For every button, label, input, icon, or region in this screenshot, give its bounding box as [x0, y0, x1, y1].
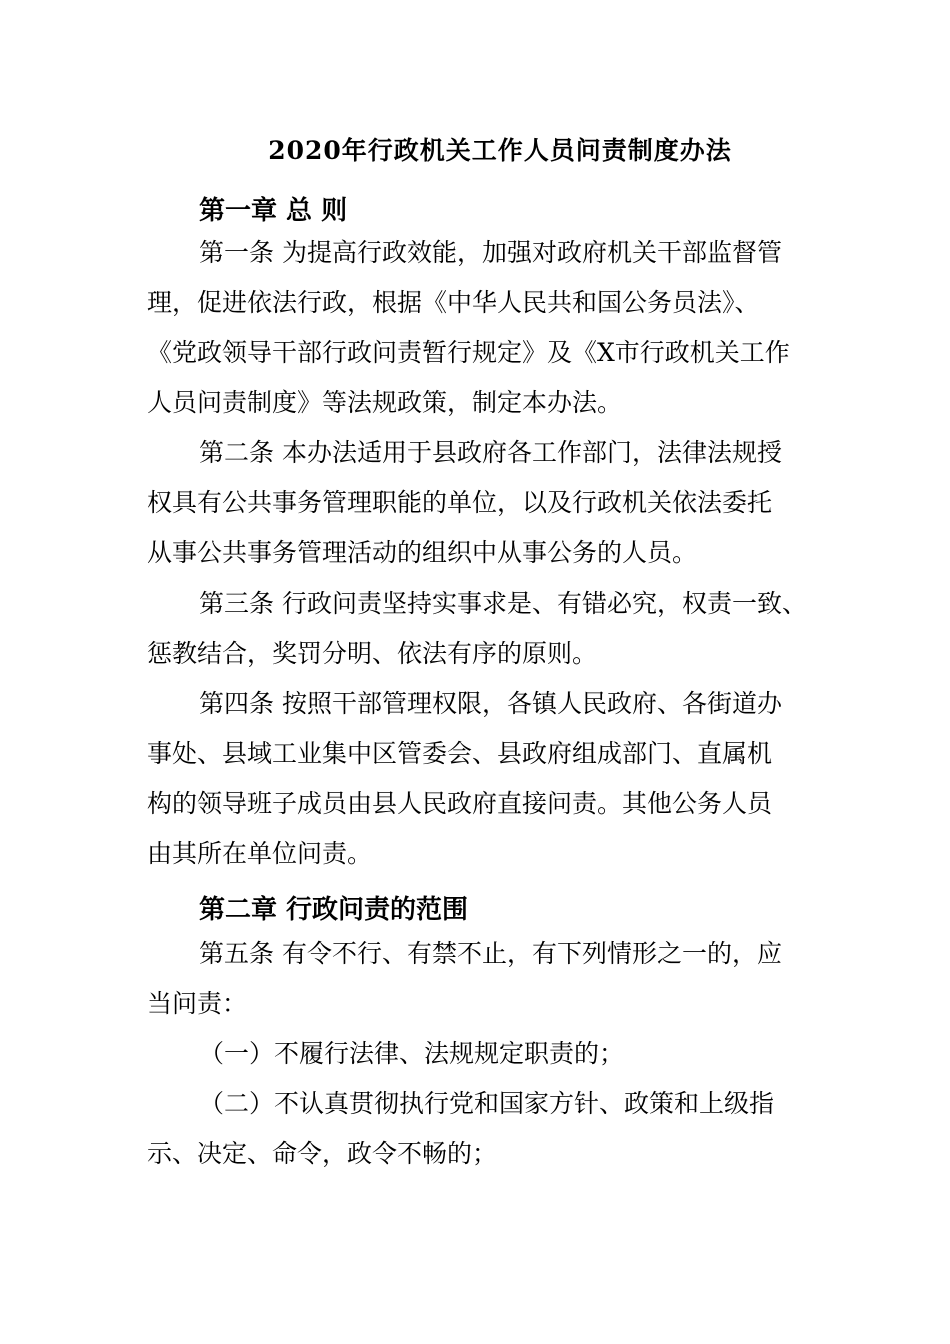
article-5-item-1: （一）不履行法律、法规规定职责的；: [199, 1039, 625, 1068]
article-5-item-2-line-2: 示、决定、命令，政令不畅的；: [147, 1139, 498, 1168]
article-1-line-4: 人员问责制度》等法规政策，制定本办法。: [147, 388, 623, 417]
article-4-line-2: 事处、县域工业集中区管委会、县政府组成部门、直属机: [147, 739, 773, 768]
article-4-line-1: 第四条 按照干部管理权限，各镇人民政府、各街道办: [199, 689, 782, 718]
article-3-line-2: 惩教结合，奖罚分明、依法有序的原则。: [147, 639, 598, 668]
article-5-line-1: 第五条 有令不行、有禁不止，有下列情形之一的，应: [199, 939, 782, 968]
article-1-line-1: 第一条 为提高行政效能，加强对政府机关干部监督管: [199, 238, 782, 267]
article-2-line-3: 从事公共事务管理活动的组织中从事公务的人员。: [147, 538, 698, 567]
article-3-line-1: 第三条 行政问责坚持实事求是、有错必究，权责一致、: [199, 589, 807, 618]
document-title: 2020年行政机关工作人员问责制度办法: [268, 136, 732, 165]
article-4-line-4: 由其所在单位问责。: [147, 839, 373, 868]
chapter-heading-2: 第二章 行政问责的范围: [199, 895, 469, 925]
article-4-line-3: 构的领导班子成员由县人民政府直接问责。其他公务人员: [147, 789, 773, 818]
chapter-heading-1: 第一章 总 则: [199, 196, 348, 226]
article-2-line-1: 第二条 本办法适用于县政府各工作部门，法律法规授: [199, 438, 782, 467]
article-2-line-2: 权具有公共事务管理职能的单位，以及行政机关依法委托: [147, 488, 773, 517]
article-5-line-2: 当问责：: [147, 989, 248, 1018]
article-1-line-3: 《党政领导干部行政问责暂行规定》及《X市行政机关工作: [147, 338, 790, 367]
article-5-item-2-line-1: （二）不认真贯彻执行党和国家方针、政策和上级指: [199, 1089, 775, 1118]
article-1-line-2: 理，促进依法行政，根据《中华人民共和国公务员法》、: [147, 288, 760, 317]
